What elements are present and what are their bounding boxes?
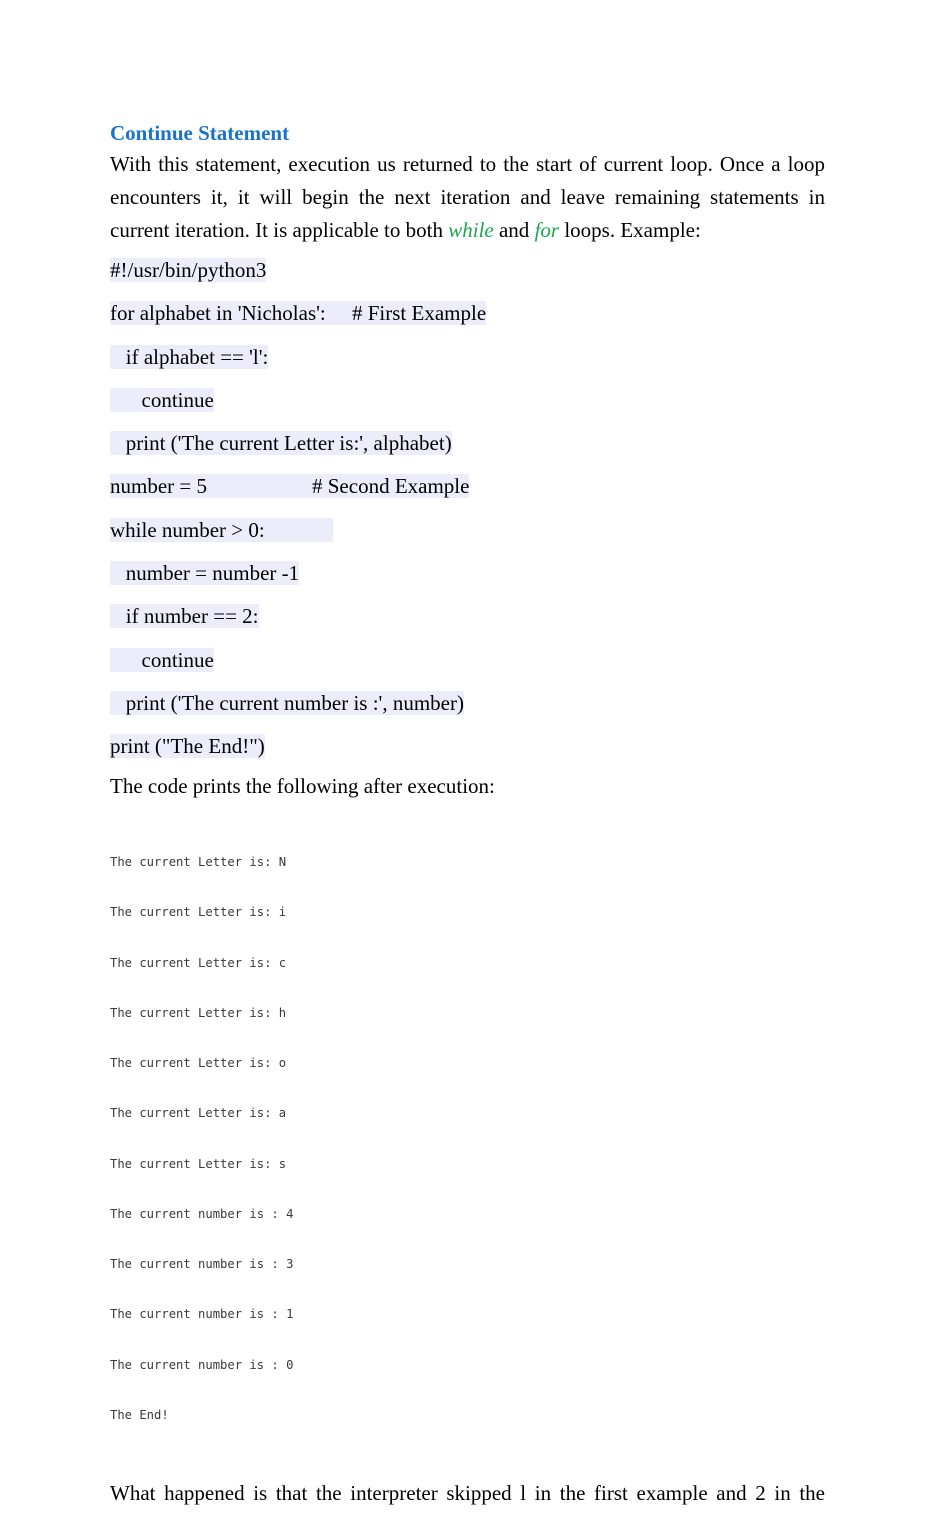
console-line: The current Letter is: i — [110, 905, 287, 920]
code-line — [110, 647, 825, 673]
console-line: The current Letter is: s — [110, 1156, 287, 1171]
code-line — [110, 733, 825, 759]
code-text: while number > 0: — [110, 517, 333, 542]
section-heading: Continue Statement — [110, 121, 290, 145]
code-line — [110, 560, 825, 586]
intro-text-2: loops. Example: — [559, 218, 701, 242]
code-text: print ("The End!") — [110, 734, 265, 759]
code-text: continue — [110, 647, 214, 672]
console-line: The End! — [110, 1407, 169, 1422]
console-line: The current number is : 0 — [110, 1357, 294, 1372]
console-line: The current Letter is: a — [110, 1106, 287, 1121]
closing-paragraph: What happened is that the interpreter skipped l in the first example and 2 in the — [110, 1481, 825, 1506]
after-code-text: The code prints the following after execution: — [110, 773, 495, 798]
keyword-while: while — [448, 218, 494, 242]
console-line: The current Letter is: h — [110, 1005, 287, 1020]
code-text: if alphabet == 'l': — [110, 344, 269, 369]
code-line — [110, 257, 825, 283]
intro-and: and — [493, 218, 535, 242]
code-text: print ('The current Letter is:', alphabet) — [110, 431, 452, 456]
console-line: The current Letter is: o — [110, 1056, 287, 1071]
intro-paragraph — [110, 148, 825, 247]
code-text: for alphabet in 'Nicholas': # First Example — [110, 301, 487, 326]
intro-text-1: With this statement, execution us returned to the start of current loop. Once a loop encounters it, it will begin the next iteration and leave remaining statements in current iteration. It is applicable to both — [110, 152, 825, 242]
console-line: The current number is : 3 — [110, 1257, 294, 1272]
code-text: #!/usr/bin/python3 — [110, 258, 267, 282]
code-line — [110, 300, 825, 326]
document-page — [110, 118, 825, 1531]
code-line — [110, 387, 825, 413]
code-text: print ('The current number is :', number) — [110, 690, 464, 715]
code-block — [110, 257, 825, 759]
code-text: number = 5 # Second Example — [110, 474, 470, 499]
code-line — [110, 690, 825, 716]
code-line — [110, 603, 825, 629]
code-line — [110, 473, 825, 499]
code-text: if number == 2: — [110, 604, 259, 629]
console-line: The current Letter is: N — [110, 855, 287, 870]
code-text: number = number -1 — [110, 561, 300, 586]
code-line — [110, 430, 825, 456]
keyword-for: for — [534, 218, 560, 242]
console-line: The current number is : 4 — [110, 1206, 294, 1221]
console-output-image — [110, 821, 825, 1458]
console-line: The current number is : 1 — [110, 1307, 294, 1322]
console-line: The current Letter is: c — [110, 955, 287, 970]
code-text: continue — [110, 387, 214, 412]
code-line — [110, 344, 825, 370]
code-line — [110, 517, 825, 543]
